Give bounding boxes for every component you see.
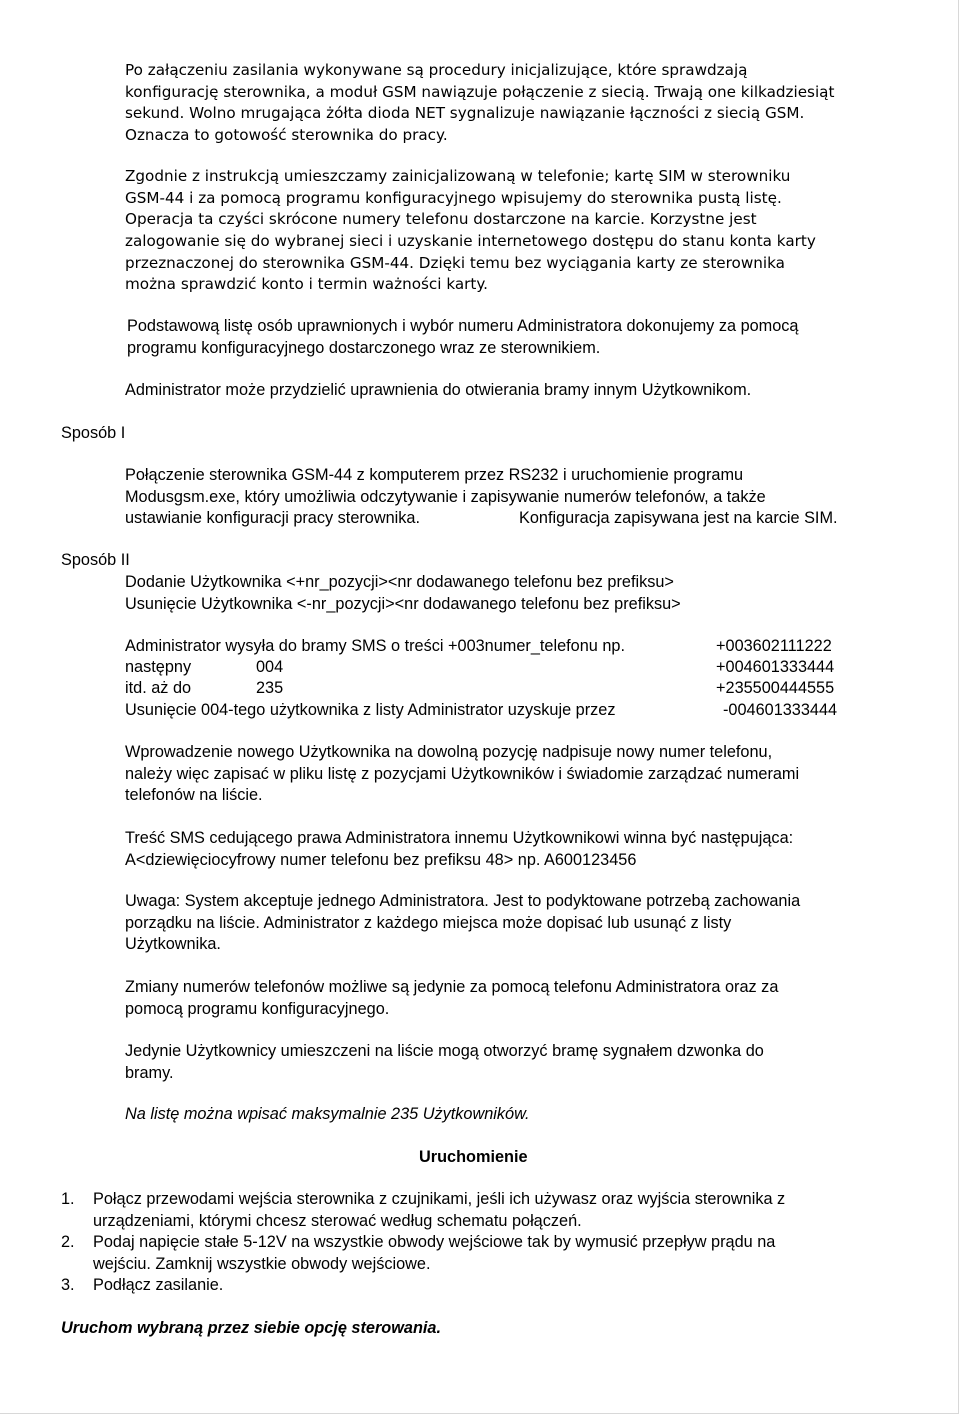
text-line: Połączenie sterownika GSM-44 z komputerem przez RS232 i uruchomienie programu bbox=[125, 466, 744, 484]
step-number: 1. bbox=[61, 1190, 75, 1208]
text-line: można sprawdzić konto i termin ważności karty. bbox=[125, 275, 488, 294]
text-line: Połącz przewodami wejścia sterownika z czujnikami, jeśli ich używasz oraz wyjścia sterownika z bbox=[93, 1190, 786, 1208]
remove-user-command: Usunięcie Użytkownika <-nr_pozycji><nr dodawanego telefonu bez prefiksu> bbox=[125, 594, 681, 613]
note-paragraph bbox=[125, 891, 800, 956]
method-1-label: Sposób I bbox=[61, 424, 126, 442]
changes-paragraph bbox=[125, 977, 778, 1020]
sms-commands bbox=[125, 572, 681, 615]
text-line: Po załączeniu zasilania wykonywane są procedury inicjalizujące, które sprawdzają bbox=[125, 61, 748, 79]
text-line: pomocą programu konfiguracyjnego. bbox=[125, 999, 390, 1018]
text-line: należy więc zapisać w pliku listę z pozycjami Użytkowników i świadomie zarządzać numerami bbox=[125, 764, 800, 783]
text-line: A<dziewięciocyfrowy numer telefonu bez prefiksu 48> np. A600123456 bbox=[125, 850, 637, 869]
text-line: sekund. Wolno mrugająca żółta dioda NET sygnalizuje nawiązanie łączności z siecią GSM. bbox=[125, 104, 805, 123]
step-number: 3. bbox=[61, 1276, 75, 1294]
text-line: urządzeniami, którymi chcesz sterować według schematu połączeń. bbox=[93, 1211, 582, 1230]
text-line: Użytkownika. bbox=[125, 935, 221, 954]
text-line: konfigurację sterownika, a moduł GSM nawiązuje połączenie z siecią. Trwają one kilkadziesiąt bbox=[125, 82, 835, 101]
table-row bbox=[125, 636, 885, 657]
method-1-line-3a: ustawianie konfiguracji pracy sterownika. bbox=[125, 509, 421, 527]
text-line: zalogowanie się do wybranej sieci i uzyskanie internetowego dostępu do stanu konta karty bbox=[125, 232, 816, 251]
text-line: bramy. bbox=[125, 1063, 174, 1082]
table-row bbox=[125, 678, 885, 699]
row-value: +004601333444 bbox=[716, 658, 835, 676]
text-line: Zmiany numerów telefonów możliwe są jedynie za pomocą telefonu Administratora oraz za bbox=[125, 978, 779, 996]
max-users-note: Na listę można wpisać maksymalnie 235 Użytkowników. bbox=[125, 1105, 530, 1123]
text-line: porządku na liście. Administrator z każdego miejsca może dopisać lub usunąć z listy bbox=[125, 913, 732, 932]
text-line: programu konfiguracyjnego dostarczonego wraz ze sterownikiem. bbox=[127, 338, 601, 357]
text-line: Treść SMS cedującego prawa Administratora innemu Użytkownikowi winna być następująca: bbox=[125, 829, 794, 847]
text-line: Oznacza to gotowość sterownika do pracy. bbox=[125, 126, 448, 145]
text-line: Podłącz zasilanie. bbox=[93, 1276, 224, 1294]
row-label: Usunięcie 004-tego użytkownika z listy Administrator uzyskuje przez bbox=[125, 701, 616, 719]
text-line: wejściu. Zamknij wszystkie obwody wejściowe. bbox=[93, 1254, 431, 1273]
only-users-paragraph bbox=[125, 1041, 764, 1084]
row-label: Administrator wysyła do bramy SMS o treści +003numer_telefonu np. bbox=[125, 637, 625, 655]
row-value: -004601333444 bbox=[723, 701, 838, 719]
sim-instructions-paragraph bbox=[125, 166, 816, 296]
text-line: Podstawową listę osób uprawnionych i wybór numeru Administratora dokonujemy za pomocą bbox=[127, 317, 799, 335]
row-label: itd. aż do bbox=[125, 679, 192, 697]
add-user-command: Dodanie Użytkownika <+nr_pozycji><nr dodawanego telefonu bez prefiksu> bbox=[125, 573, 674, 591]
text-line: telefonów na liście. bbox=[125, 786, 263, 805]
text-line: Modusgsm.exe, który umożliwia odczytywanie i zapisywanie numerów telefonów, a także bbox=[125, 487, 766, 506]
text-line: Wprowadzenie nowego Użytkownika na dowolną pozycję nadpisuje nowy numer telefonu, bbox=[125, 743, 773, 761]
row-value: +235500444555 bbox=[716, 679, 835, 697]
text-line: GSM-44 i za pomocą programu konfiguracyjnego wpisujemy do sterownika pustą listę. bbox=[125, 188, 782, 207]
step-text bbox=[93, 1232, 775, 1275]
text-line: Operacja ta czyści skrócone numery telefonu dostarczone na karcie. Korzystne jest bbox=[125, 210, 757, 229]
transfer-admin-paragraph bbox=[125, 828, 793, 871]
closing-instruction: Uruchom wybraną przez siebie opcję sterowania. bbox=[61, 1319, 442, 1337]
step-number: 2. bbox=[61, 1233, 75, 1251]
step-text bbox=[93, 1275, 223, 1297]
text-line: Uwaga: System akceptuje jednego Administratora. Jest to podyktowane potrzebą zachowania bbox=[125, 892, 801, 910]
admin-rights-text: Administrator może przydzielić uprawnienia do otwierania bramy innym Użytkownikom. bbox=[125, 381, 752, 399]
step-text bbox=[93, 1189, 785, 1232]
table-row bbox=[125, 657, 885, 678]
method-1-paragraph bbox=[125, 465, 766, 508]
row-value: +003602111222 bbox=[716, 637, 832, 655]
row-label: następny bbox=[125, 658, 192, 676]
admin-list-paragraph bbox=[127, 316, 799, 359]
row-mid: 004 bbox=[256, 658, 284, 676]
text-line: przeznaczonej do sterownika GSM-44. Dzięki temu bez wyciągania karty ze sterownika bbox=[125, 253, 785, 272]
text-line: Zgodnie z instrukcją umieszczamy zainicjalizowaną w telefonie; kartę SIM w sterowniku bbox=[125, 167, 791, 185]
method-2-label: Sposób II bbox=[61, 551, 130, 569]
text-line: Podaj napięcie stałe 5-12V na wszystkie obwody wejściowe tak by wymusić przepływ prądu na bbox=[93, 1233, 776, 1251]
intro-paragraph bbox=[125, 60, 834, 147]
text-line: Jedynie Użytkownicy umieszczeni na liście mogą otworzyć bramę sygnałem dzwonka do bbox=[125, 1042, 764, 1060]
startup-heading: Uruchomienie bbox=[419, 1148, 528, 1166]
new-user-paragraph bbox=[125, 742, 799, 807]
method-1-line-3b: Konfiguracja zapisywana jest na karcie SIM. bbox=[519, 509, 838, 527]
table-row bbox=[125, 700, 885, 721]
row-mid: 235 bbox=[256, 679, 284, 697]
